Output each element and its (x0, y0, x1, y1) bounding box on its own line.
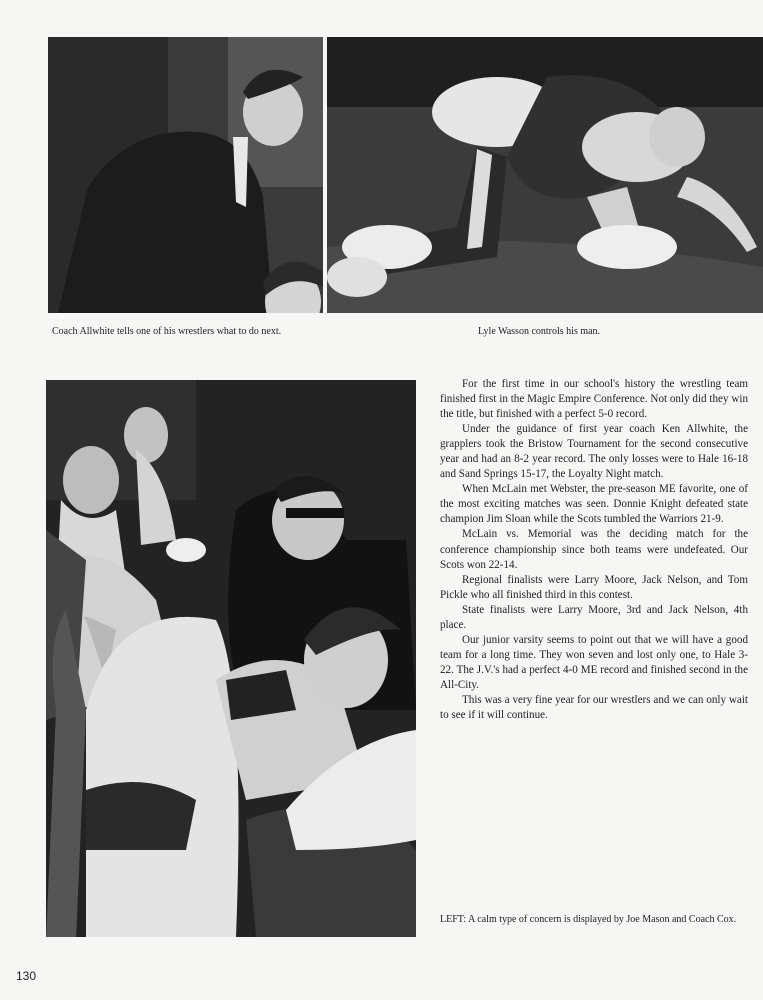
article-paragraph: For the first time in our school's history the wrestling team finished first in the Magic Empire Conference. Not only did they win the title, but finished with a perfect 5-0 record. (440, 378, 748, 421)
article-paragraph: McLain vs. Memorial was the deciding match for the conference championship since both teams were undefeated. Our Scots won 22-14. (440, 528, 748, 571)
joe-mason-coach-cox-bench-photo (46, 380, 416, 937)
article-paragraph: Regional finalists were Larry Moore, Jack Nelson, and Tom Pickle who all finished third in this contest. (440, 573, 748, 601)
wrestling-season-article (440, 377, 748, 723)
article-paragraph: When McLain met Webster, the pre-season ME favorite, one of the most exciting matches was seen. Donnie Knight defeated state champion Jim Sloan while the Scots tumbled the Warriors 21-9. (440, 483, 748, 526)
article-paragraph: Under the guidance of first year coach Ken Allwhite, the grapplers took the Bristow Tournament for the second consecutive year and had an 8-2 year record. The only losses were to Hale 16-18 and Sand Springs 15-17, the Loyalty Night match. (440, 423, 748, 481)
bench-photo-caption: LEFT: A calm type of concern is displayed by Joe Mason and Coach Cox. (440, 914, 737, 925)
coach-allwhite-photo (48, 37, 323, 313)
wasson-photo-caption: Lyle Wasson controls his man. (478, 326, 601, 337)
coach-photo-caption: Coach Allwhite tells one of his wrestlers what to do next. (52, 326, 282, 337)
page-number: 130 (16, 969, 37, 983)
article-paragraph: This was a very fine year for our wrestlers and we can only wait to see if it will continue. (440, 693, 748, 722)
lyle-wasson-wrestling-photo (327, 37, 763, 313)
article-paragraph: State finalists were Larry Moore, 3rd and Jack Nelson, 4th place. (440, 603, 748, 631)
article-paragraph: Our junior varsity seems to point out that we will have a good team for a long time. They won seven and lost only one, to Hale 3-22. The J.V.'s had a perfect 4-0 ME record and finished second in the All-City. (440, 633, 748, 691)
